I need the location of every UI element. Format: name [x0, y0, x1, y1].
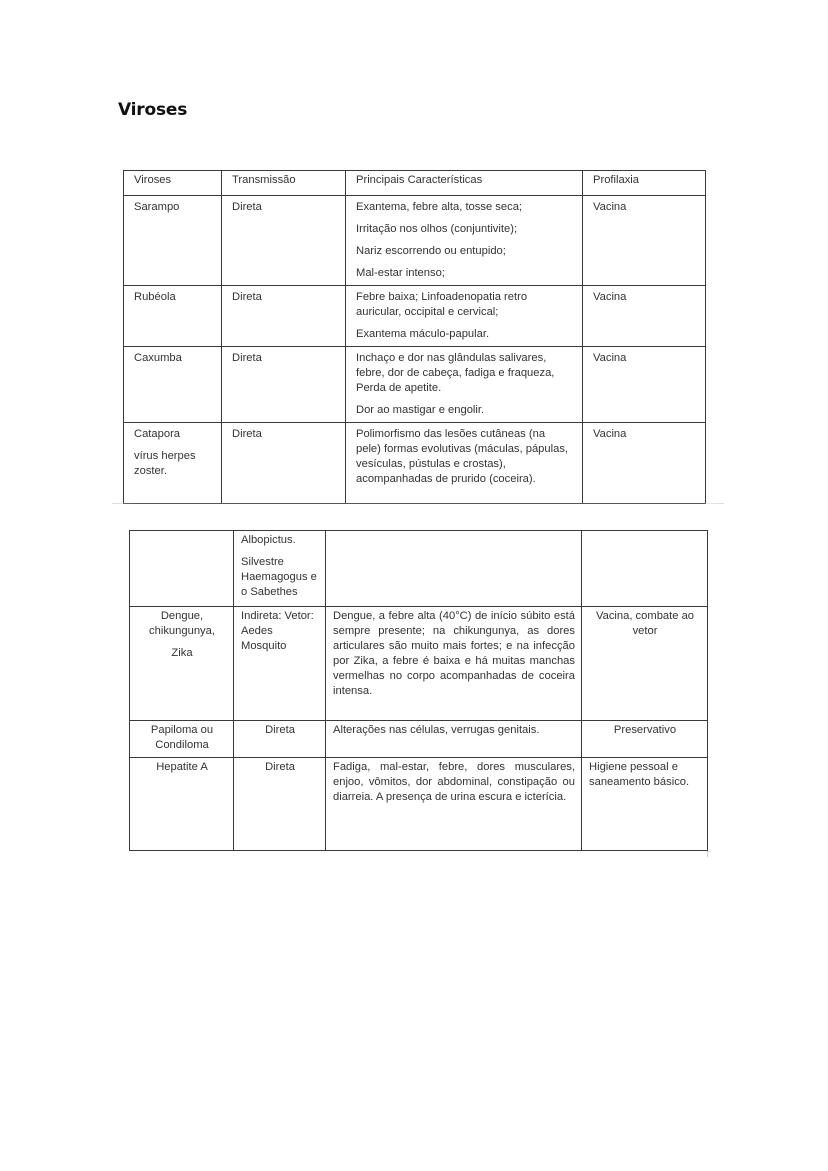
table-row: [124, 347, 706, 423]
cell-virose: [130, 531, 234, 607]
cell-text: Higiene pessoal e saneamento básico.: [589, 761, 690, 788]
header-caracteristicas: Principais Características: [346, 171, 583, 196]
cell-caracteristicas: [326, 607, 582, 721]
cell-virose: [130, 607, 234, 721]
cell-text: Direta: [232, 201, 262, 213]
cell-profilaxia: [582, 607, 708, 721]
cell-caracteristicas: [346, 286, 583, 347]
viroses-table-part-2: [129, 530, 708, 851]
cell-caracteristicas: [326, 721, 582, 758]
cell-transmissao: [222, 423, 346, 504]
cell-text: Sarampo: [134, 201, 180, 213]
cell-profilaxia: [583, 196, 706, 286]
table-row: [124, 423, 706, 504]
cell-text: Exantema, febre alta, tosse seca;: [356, 201, 523, 213]
table-end-mark: [707, 851, 711, 857]
table-row: [124, 196, 706, 286]
cell-text: vírus herpes zoster.: [134, 450, 196, 477]
table-header-row: [124, 171, 706, 196]
cell-transmissao: [222, 286, 346, 347]
cell-profilaxia: [583, 286, 706, 347]
header-viroses: Viroses: [124, 171, 222, 196]
cell-virose: [124, 196, 222, 286]
cell-caracteristicas: [346, 423, 583, 504]
table-row: [130, 721, 708, 758]
cell-virose: [124, 423, 222, 504]
cell-text: Vacina: [593, 352, 627, 364]
cell-transmissao: [222, 347, 346, 423]
cell-profilaxia: [583, 347, 706, 423]
cell-text: Papiloma ou Condiloma: [150, 724, 214, 751]
cell-text: Caxumba: [134, 352, 182, 364]
cell-text: Indireta: Vetor: Aedes Mosquito: [241, 610, 314, 652]
table-row: [130, 607, 708, 721]
cell-text: Silvestre Haemagogus e o Sabethes: [241, 556, 317, 598]
cell-profilaxia: [583, 423, 706, 504]
table-row: [130, 531, 708, 607]
cell-text: Dengue, chikungunya,: [149, 610, 215, 637]
cell-text: Nariz escorrendo ou entupido;: [356, 245, 506, 257]
page-break-line: [112, 503, 724, 504]
cell-profilaxia: [582, 721, 708, 758]
cell-virose: [130, 721, 234, 758]
cell-virose: [124, 286, 222, 347]
cell-transmissao: [234, 607, 326, 721]
cell-text: Direta: [265, 761, 295, 773]
cell-text: Febre baixa; Linfoadenopatia retro auricular, occipital e cervical;: [356, 291, 528, 318]
cell-transmissao: [234, 721, 326, 758]
cell-caracteristicas: [326, 531, 582, 607]
cell-text: Albopictus.: [241, 534, 296, 546]
cell-text: Vacina, combate ao vetor: [595, 610, 695, 637]
cell-transmissao: [234, 758, 326, 851]
header-profilaxia: Profilaxia: [583, 171, 706, 196]
cell-text: Vacina: [593, 201, 627, 213]
cell-text: Direta: [232, 291, 262, 303]
cell-text: Polimorfismo das lesões cutâneas (na pele) formas evolutivas (máculas, pápulas, vesículas, pústulas e crostas), acompanhadas de prurido (coceira).: [356, 428, 569, 485]
header-transmissao: Transmissão: [222, 171, 346, 196]
table-row: [124, 286, 706, 347]
page-title: Viroses: [118, 100, 188, 120]
cell-text: Rubéola: [134, 291, 176, 303]
cell-profilaxia: [582, 758, 708, 851]
cell-text: Inchaço e dor nas glândulas salivares, febre, dor de cabeça, fadiga e fraqueza, Perda de apetite.: [356, 352, 555, 394]
cell-text: Direta: [232, 428, 262, 440]
cell-text: Direta: [232, 352, 262, 364]
cell-transmissao: [234, 531, 326, 607]
cell-caracteristicas: [346, 196, 583, 286]
cell-text: Mal-estar intenso;: [356, 267, 445, 279]
cell-text: Fadiga, mal-estar, febre, dores musculares, enjoo, vômitos, dor abdominal, constipação ou diarreia. A presença de urina escura e icterícia.: [333, 761, 575, 803]
cell-transmissao: [222, 196, 346, 286]
cell-virose: [124, 347, 222, 423]
cell-text: Dor ao mastigar e engolir.: [356, 404, 485, 416]
cell-profilaxia: [582, 531, 708, 607]
cell-text: Irritação nos olhos (conjuntivite);: [356, 223, 518, 235]
cell-text: Alterações nas células, verrugas genitais.: [333, 724, 540, 736]
cell-caracteristicas: [346, 347, 583, 423]
cell-text: Vacina: [593, 291, 627, 303]
cell-text: Hepatite A: [156, 761, 208, 773]
cell-caracteristicas: [326, 758, 582, 851]
cell-text: Direta: [265, 724, 295, 736]
cell-text: Exantema máculo-papular.: [356, 328, 490, 340]
cell-virose: [130, 758, 234, 851]
cell-text: Dengue, a febre alta (40°C) de início súbito está sempre presente; na chikungunya, as dores articulares são muito mais fortes; e na infecção por Zika, a febre é baixa e há muitas manchas vermelhas no corpo acompanhadas de coceira intensa.: [333, 610, 575, 697]
cell-text: Catapora: [134, 428, 181, 440]
cell-text: Zika: [171, 647, 193, 659]
viroses-table-part-1: [123, 170, 706, 504]
table-row: [130, 758, 708, 851]
cell-text: Vacina: [593, 428, 627, 440]
cell-text: Preservativo: [613, 724, 677, 736]
